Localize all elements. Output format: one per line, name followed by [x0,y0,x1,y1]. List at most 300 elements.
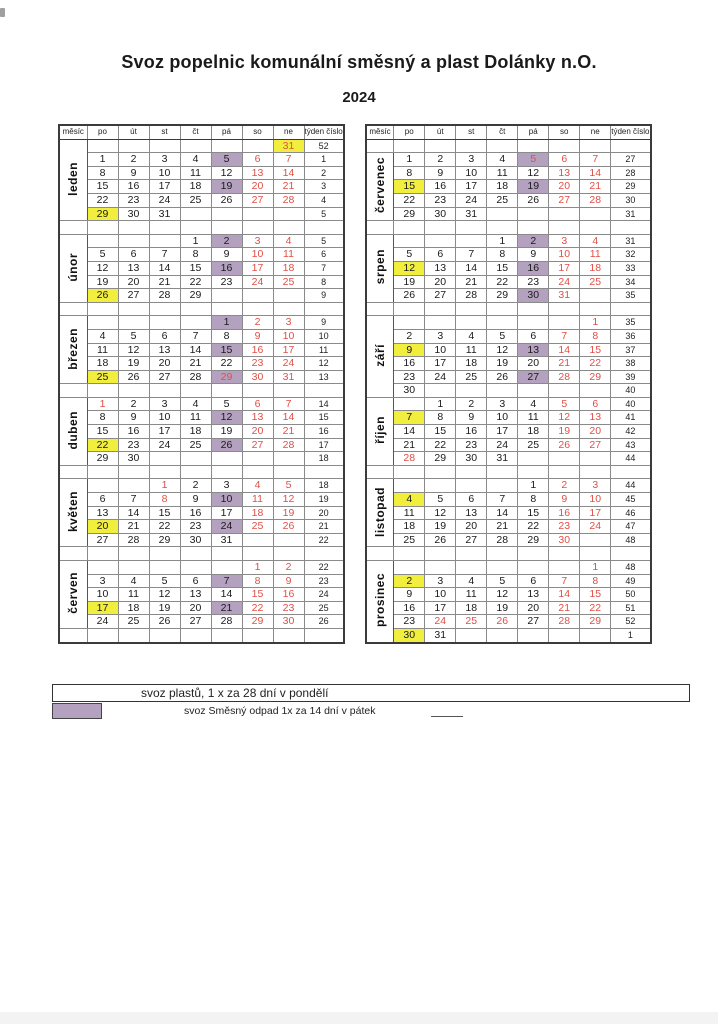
day-cell: 21 [273,180,304,194]
spacer-day-cell [273,221,304,235]
day-cell [211,207,242,221]
spacer-week-cell [304,628,344,642]
day-cell [549,207,580,221]
day-cell: 26 [518,193,549,207]
day-cell: 10 [273,329,304,343]
day-cell [149,452,180,466]
day-cell: 7 [273,153,304,167]
day-cell: 27 [118,289,149,303]
week-number-cell: 18 [304,479,344,493]
day-cell: 22 [242,601,273,615]
day-cell: 1 [149,479,180,493]
day-cell: 2 [118,153,149,167]
spacer-week-cell [611,302,651,316]
day-cell: 29 [180,289,211,303]
day-cell: 1 [87,397,118,411]
day-cell: 8 [180,248,211,262]
week-number-cell: 44 [611,479,651,493]
spacer-day-cell [149,628,180,642]
scan-artifact-dash [431,716,463,717]
day-cell: 3 [211,479,242,493]
day-cell: 4 [118,574,149,588]
day-cell: 10 [242,248,273,262]
spacer-day-cell [394,139,425,153]
day-header-ne: ne [580,125,611,139]
day-cell [180,139,211,153]
day-cell: 5 [211,153,242,167]
day-cell: 9 [394,588,425,602]
day-cell: 2 [456,397,487,411]
day-cell: 24 [487,438,518,452]
day-cell: 22 [580,601,611,615]
spacer-day-cell [487,465,518,479]
day-cell: 31 [456,207,487,221]
day-cell: 6 [518,329,549,343]
day-cell [425,479,456,493]
day-cell: 21 [149,275,180,289]
day-cell: 27 [518,615,549,629]
day-cell: 16 [394,601,425,615]
day-cell: 19 [273,506,304,520]
day-cell: 2 [118,397,149,411]
day-cell: 3 [242,234,273,248]
spacer-day-cell [518,139,549,153]
day-cell: 23 [394,370,425,384]
spacer-week-cell [304,302,344,316]
day-cell: 21 [487,520,518,534]
day-cell [242,139,273,153]
day-cell: 19 [518,180,549,194]
day-cell: 20 [242,425,273,439]
day-cell [549,316,580,330]
spacer-day-cell [211,384,242,398]
month-label-prosinec [366,561,394,643]
day-cell [518,561,549,575]
day-cell: 16 [456,425,487,439]
day-cell: 4 [87,329,118,343]
week-number-cell: 29 [611,180,651,194]
spacer-day-cell [211,547,242,561]
day-cell [394,234,425,248]
day-cell: 29 [487,289,518,303]
week-number-cell: 49 [611,574,651,588]
mesic-header: měsíc [366,125,394,139]
week-number-cell: 22 [304,561,344,575]
week-number-cell: 6 [304,248,344,262]
day-cell: 2 [273,561,304,575]
day-cell: 10 [211,493,242,507]
day-cell: 9 [549,493,580,507]
spacer-day-cell [549,547,580,561]
legend-row-smesny [52,702,652,719]
day-cell: 18 [580,261,611,275]
day-cell: 8 [580,574,611,588]
day-cell: 12 [211,411,242,425]
day-cell: 8 [149,493,180,507]
day-cell [180,207,211,221]
day-cell: 20 [549,180,580,194]
day-cell: 1 [87,153,118,167]
calendar-table-left [58,124,345,644]
smesny-purple-swatch [52,703,102,719]
day-cell: 10 [149,411,180,425]
day-cell: 17 [211,506,242,520]
day-cell: 24 [149,193,180,207]
spacer-day-cell [149,221,180,235]
day-cell: 19 [549,425,580,439]
day-cell: 10 [87,588,118,602]
day-cell: 3 [273,316,304,330]
scan-artifact-speck [0,8,5,17]
day-cell: 1 [425,397,456,411]
day-cell: 19 [118,357,149,371]
day-cell: 10 [425,588,456,602]
month-label-zari [366,316,394,398]
spacer-day-cell [180,547,211,561]
day-cell: 12 [273,493,304,507]
day-cell: 22 [487,275,518,289]
day-cell: 16 [273,588,304,602]
day-cell: 28 [549,370,580,384]
day-cell: 10 [549,248,580,262]
day-cell: 23 [118,438,149,452]
spacer-day-cell [456,139,487,153]
day-cell: 12 [487,588,518,602]
day-cell: 17 [87,601,118,615]
day-cell: 3 [425,574,456,588]
day-cell: 24 [456,193,487,207]
week-number-cell: 52 [611,615,651,629]
day-cell: 26 [149,615,180,629]
day-cell: 14 [549,588,580,602]
spacer-month-cell [366,139,394,153]
spacer-day-cell [118,465,149,479]
day-cell: 28 [180,370,211,384]
day-cell: 17 [273,343,304,357]
day-cell [118,479,149,493]
spacer-day-cell [211,628,242,642]
spacer-day-cell [549,302,580,316]
day-cell: 5 [549,397,580,411]
day-cell: 4 [394,493,425,507]
day-cell: 7 [549,574,580,588]
day-cell: 15 [425,425,456,439]
spacer-month-cell [59,221,87,235]
week-number-cell: 38 [611,357,651,371]
week-number-cell: 26 [304,615,344,629]
week-number-cell: 16 [304,425,344,439]
spacer-month-cell [59,384,87,398]
day-cell: 27 [518,370,549,384]
week-number-cell: 1 [304,153,344,167]
day-cell: 22 [580,357,611,371]
day-cell: 30 [118,452,149,466]
day-cell: 15 [518,506,549,520]
day-cell: 14 [180,343,211,357]
day-cell: 28 [273,438,304,452]
day-cell: 16 [425,180,456,194]
week-number-cell: 31 [611,234,651,248]
spacer-day-cell [118,547,149,561]
day-cell: 21 [549,601,580,615]
day-cell: 25 [580,275,611,289]
day-cell: 16 [180,506,211,520]
week-number-cell: 4 [304,193,344,207]
day-cell: 15 [87,425,118,439]
week-number-cell: 14 [304,397,344,411]
spacer-week-cell [304,547,344,561]
day-cell: 29 [580,615,611,629]
day-cell: 25 [456,615,487,629]
month-name: srpen [373,249,387,285]
day-cell: 7 [456,248,487,262]
day-cell: 3 [456,153,487,167]
day-header-ct: čt [487,125,518,139]
spacer-day-cell [273,384,304,398]
month-name: duben [66,410,81,450]
day-cell: 31 [273,139,304,153]
spacer-day-cell [580,302,611,316]
spacer-day-cell [87,384,118,398]
day-cell: 1 [211,316,242,330]
day-header-pa: pá [211,125,242,139]
day-cell: 28 [394,452,425,466]
day-cell: 15 [580,343,611,357]
week-number-cell: 17 [304,438,344,452]
day-cell: 17 [549,261,580,275]
day-cell: 13 [580,411,611,425]
spacer-day-cell [425,139,456,153]
week-number-cell: 39 [611,370,651,384]
day-cell: 18 [180,180,211,194]
day-cell: 25 [180,438,211,452]
day-cell [580,207,611,221]
month-label-listopad [366,479,394,547]
day-cell [87,479,118,493]
day-cell: 1 [242,561,273,575]
week-number-cell: 37 [611,343,651,357]
month-label-cervenec [366,153,394,221]
spacer-day-cell [211,221,242,235]
spacer-day-cell [487,547,518,561]
day-cell: 12 [149,588,180,602]
day-cell: 3 [425,329,456,343]
day-cell: 23 [242,357,273,371]
day-cell: 31 [549,289,580,303]
day-cell: 20 [518,601,549,615]
day-cell [118,561,149,575]
day-cell: 16 [518,261,549,275]
spacer-day-cell [456,547,487,561]
day-cell: 25 [180,193,211,207]
day-cell [118,234,149,248]
spacer-day-cell [518,465,549,479]
day-cell [456,479,487,493]
week-number-cell: 3 [304,180,344,194]
week-number-cell: 25 [304,601,344,615]
day-cell: 28 [149,289,180,303]
day-cell [149,561,180,575]
day-cell: 9 [242,329,273,343]
day-cell: 19 [211,425,242,439]
spacer-day-cell [87,302,118,316]
spacer-day-cell [180,465,211,479]
spacer-day-cell [211,465,242,479]
day-cell [394,479,425,493]
day-cell: 28 [456,289,487,303]
week-number-cell: 19 [304,493,344,507]
week-number-cell: 31 [611,207,651,221]
week-number-cell: 13 [304,370,344,384]
day-header-ct: čt [180,125,211,139]
spacer-day-cell [242,384,273,398]
week-number-cell: 27 [611,153,651,167]
day-cell [149,234,180,248]
day-cell: 5 [118,329,149,343]
mesic-header: měsíc [59,125,87,139]
day-cell: 3 [149,153,180,167]
day-cell: 19 [487,601,518,615]
spacer-day-cell [394,302,425,316]
spacer-day-cell [118,302,149,316]
day-cell [549,384,580,398]
week-number-cell: 41 [611,411,651,425]
day-cell: 9 [394,343,425,357]
calendar-left-half [58,124,345,644]
week-number-cell: 28 [611,166,651,180]
week-number-cell: 48 [611,533,651,547]
day-cell: 7 [580,153,611,167]
spacer-day-cell [518,547,549,561]
day-cell [549,628,580,642]
spacer-day-cell [118,221,149,235]
day-cell: 15 [87,180,118,194]
week-number-cell: 5 [304,207,344,221]
spacer-week-cell [611,139,651,153]
day-cell [149,316,180,330]
day-cell: 14 [456,261,487,275]
week-number-cell: 43 [611,438,651,452]
day-cell: 27 [149,370,180,384]
spacer-day-cell [487,221,518,235]
spacer-day-cell [87,628,118,642]
legend-row-plast [52,684,652,702]
day-cell [211,452,242,466]
day-cell: 1 [580,561,611,575]
day-cell: 11 [456,588,487,602]
week-number-cell: 32 [611,248,651,262]
spacer-day-cell [518,302,549,316]
day-cell: 17 [580,506,611,520]
day-cell [580,384,611,398]
day-cell: 23 [518,275,549,289]
day-cell: 21 [118,520,149,534]
week-number-cell: 33 [611,261,651,275]
week-number-cell: 36 [611,329,651,343]
day-cell: 7 [394,411,425,425]
spacer-day-cell [580,139,611,153]
day-cell: 26 [487,615,518,629]
spacer-day-cell [518,221,549,235]
spacer-day-cell [149,547,180,561]
day-cell: 15 [487,261,518,275]
spacer-day-cell [180,384,211,398]
day-cell: 13 [518,343,549,357]
day-cell: 18 [487,180,518,194]
day-cell: 19 [87,275,118,289]
month-label-rijen [366,397,394,465]
day-cell [580,289,611,303]
day-cell: 21 [211,601,242,615]
week-number-cell: 35 [611,316,651,330]
day-cell: 4 [580,234,611,248]
day-cell: 11 [487,166,518,180]
day-cell [487,479,518,493]
week-number-cell: 23 [304,574,344,588]
day-cell: 14 [549,343,580,357]
day-cell: 22 [87,438,118,452]
spacer-month-cell [366,302,394,316]
day-cell: 15 [394,180,425,194]
spacer-day-cell [180,221,211,235]
day-cell: 11 [394,506,425,520]
day-cell [580,628,611,642]
week-number-cell: 12 [304,357,344,371]
day-cell: 26 [394,289,425,303]
day-cell: 14 [394,425,425,439]
day-cell: 18 [456,601,487,615]
day-cell: 10 [456,166,487,180]
day-cell [425,316,456,330]
day-cell: 31 [273,370,304,384]
month-name: leden [66,161,81,196]
day-cell: 4 [180,153,211,167]
day-cell: 5 [487,574,518,588]
spacer-week-cell [304,384,344,398]
day-cell [211,139,242,153]
week-number-cell: 18 [304,452,344,466]
day-cell [425,384,456,398]
day-cell [518,628,549,642]
day-cell: 6 [425,248,456,262]
spacer-day-cell [149,302,180,316]
day-cell: 12 [394,261,425,275]
day-cell: 29 [87,452,118,466]
day-cell: 16 [118,425,149,439]
spacer-day-cell [211,302,242,316]
day-cell: 22 [211,357,242,371]
day-cell: 19 [149,601,180,615]
month-name: únor [66,252,81,282]
spacer-day-cell [487,139,518,153]
day-cell [242,289,273,303]
day-cell [242,207,273,221]
spacer-day-cell [273,628,304,642]
day-cell: 13 [242,166,273,180]
day-cell: 26 [273,520,304,534]
week-number-cell: 40 [611,397,651,411]
day-cell: 29 [242,615,273,629]
day-cell [87,316,118,330]
week-number-cell: 21 [304,520,344,534]
day-cell: 13 [518,588,549,602]
month-name: červenec [373,157,387,214]
day-cell: 13 [87,506,118,520]
spacer-month-cell [366,547,394,561]
day-cell: 29 [425,452,456,466]
day-cell: 18 [273,261,304,275]
day-cell: 8 [580,329,611,343]
